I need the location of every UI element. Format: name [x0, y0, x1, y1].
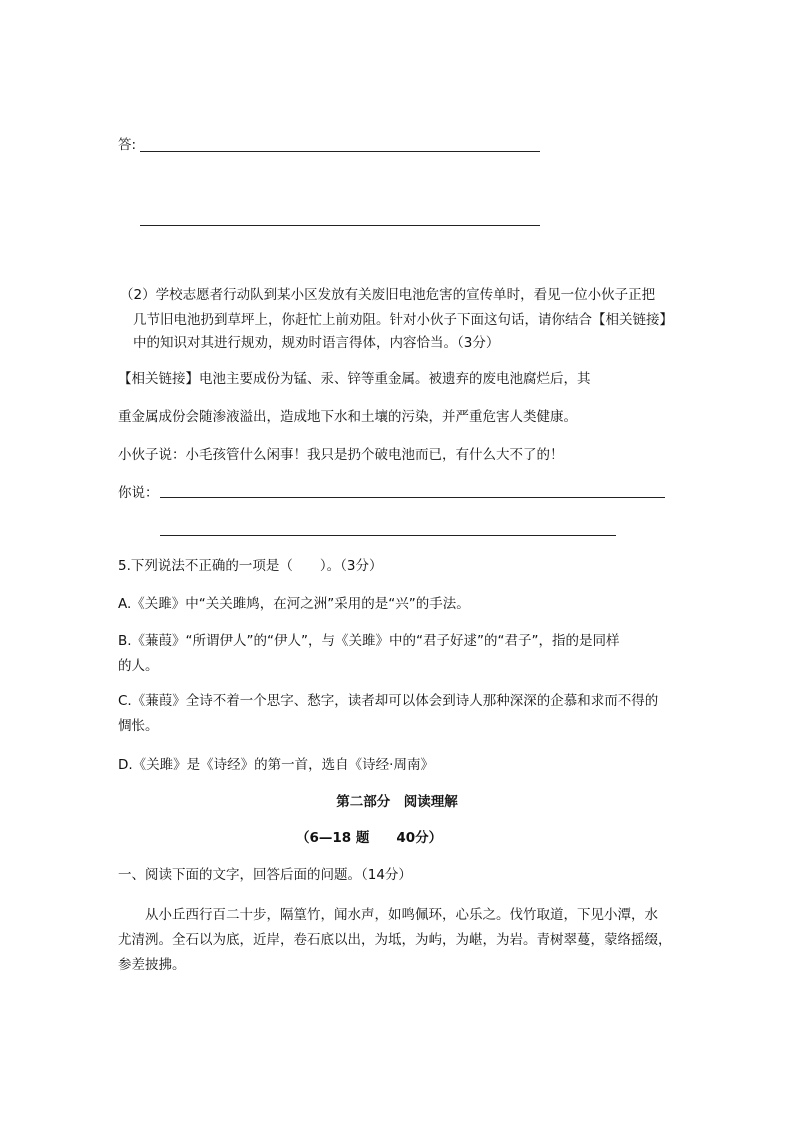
q5-option-a: A.《关雎》中“关关雎鸠，在河之洲”采用的是“兴”的手法。 — [118, 596, 470, 612]
q5-option-b-line-2: 的人。 — [118, 658, 159, 674]
q2-prompt-line-1: （2）学校志愿者行动队到某小区发放有关废旧电池危害的宣传单时，看见一位小伙子正把 — [120, 287, 656, 303]
part2-subtitle: （6—18 题 40分） — [296, 830, 443, 846]
passage-line-2: 尤清洌。全石以为底，近岸，卷石底以出，为坻，为屿，为嵁，为岩。青树翠蔓，蒙络摇缀， — [118, 932, 672, 948]
you-say-label: 你说： — [118, 485, 159, 501]
answer-label: 答: — [118, 137, 137, 153]
q5-stem: 5.下列说法不正确的一项是（ ）。（3分） — [118, 558, 383, 574]
q5-option-b-line-1: B.《蒹葭》“所谓伊人”的“伊人”，与《关雎》中的“君子好逑”的“君子”，指的是同样 — [118, 633, 620, 649]
you-say-line-2[interactable] — [160, 535, 616, 536]
answer-line-1[interactable] — [140, 151, 540, 152]
you-say-line-1[interactable] — [160, 497, 665, 498]
q5-option-c-line-2: 惆怅。 — [118, 718, 159, 734]
q2-prompt-line-3: 中的知识对其进行规劝，规劝时语言得体，内容恰当。（3分） — [133, 335, 500, 351]
q5-option-d: D.《关雎》是《诗经》的第一首，选自《诗经·周南》 — [118, 757, 434, 773]
passage-line-3: 参差披拂。 — [118, 957, 186, 973]
related-link-line-2: 重金属成份会随渗液溢出，造成地下水和土壤的污染，并严重危害人类健康。 — [118, 409, 577, 425]
section-1-heading: 一、阅读下面的文字，回答后面的问题。（14分） — [118, 867, 412, 883]
related-link-line-1: 【相关链接】电池主要成份为锰、汞、锌等重金属。被遗弃的废电池腐烂后，其 — [118, 371, 591, 387]
young-man-quote: 小伙子说：小毛孩管什么闲事！我只是扔个破电池而已，有什么大不了的！ — [118, 447, 564, 463]
passage-line-1: 从小丘西行百二十步，隔篁竹，闻水声，如鸣佩环，心乐之。伐竹取道，下见小潭，水 — [118, 907, 658, 923]
answer-line-2[interactable] — [140, 225, 540, 226]
q5-option-c-line-1: C.《蒹葭》全诗不着一个思字、愁字，读者却可以体会到诗人那种深深的企慕和求而不得的 — [118, 693, 659, 709]
q2-prompt-line-2: 几节旧电池扔到草坪上，你赶忙上前劝阻。针对小伙子下面这句话，请你结合【相关链接】 — [133, 312, 673, 328]
part2-title: 第二部分 阅读理解 — [336, 794, 458, 810]
